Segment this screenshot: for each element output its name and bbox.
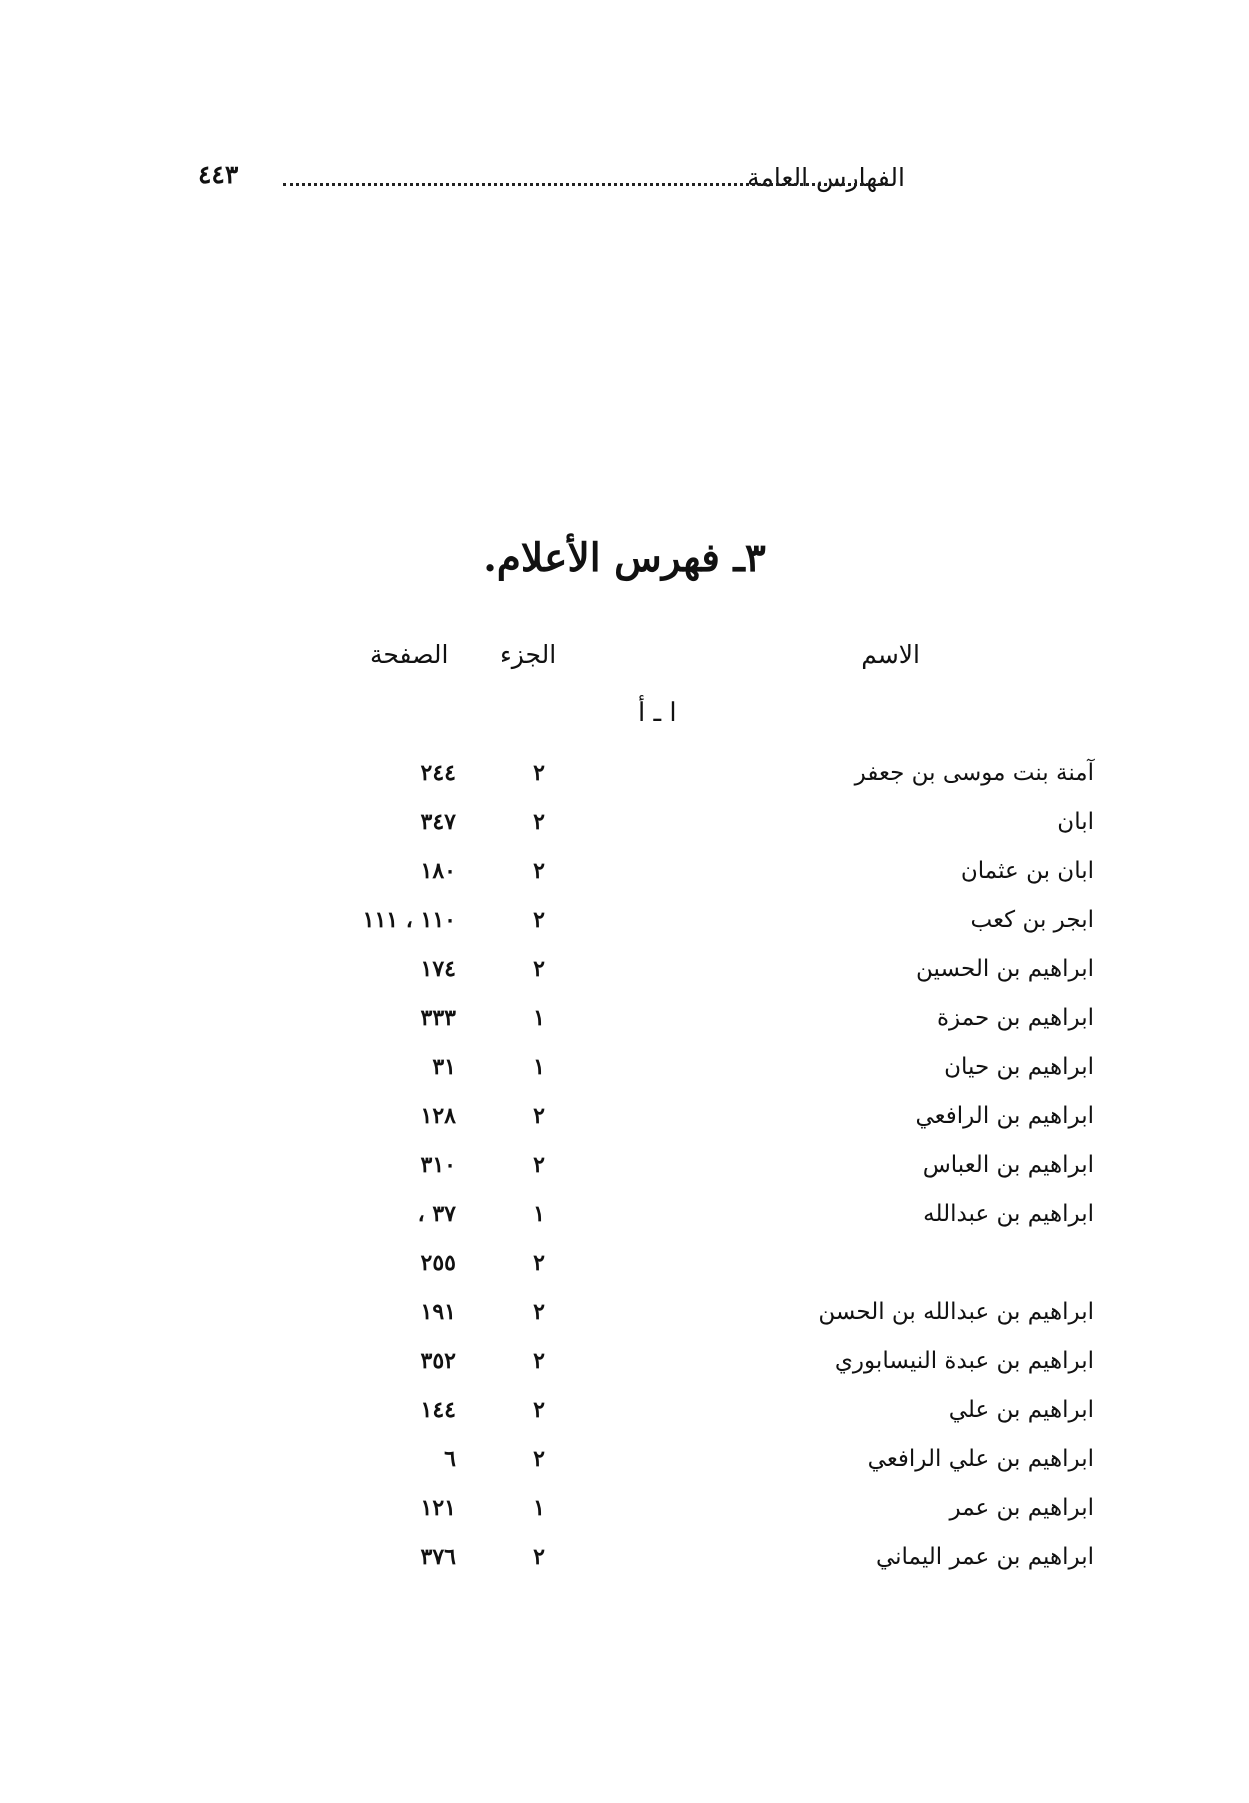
entry-page: ٣٣٣ — [420, 1005, 456, 1031]
entry-part: ١ — [533, 1005, 545, 1031]
entry-page: ٣٧ ، — [417, 1201, 456, 1227]
entry-name: ابراهيم بن علي — [948, 1397, 1094, 1423]
entry-part: ٢ — [533, 1446, 545, 1472]
entry-page: ١١٠ ، ١١١ — [362, 907, 456, 933]
entry-page: ٣٧٦ — [420, 1544, 456, 1570]
entry-part: ٢ — [533, 1299, 545, 1325]
index-row — [0, 1495, 1249, 1535]
index-row — [0, 809, 1249, 849]
entry-part: ٢ — [533, 907, 545, 933]
entry-page: ٣٥٢ — [420, 1348, 456, 1374]
entry-part: ٢ — [533, 809, 545, 835]
entry-page: ٣٤٧ — [420, 809, 456, 835]
index-row — [0, 1544, 1249, 1584]
entry-name: ابراهيم بن عبدالله بن الحسن — [818, 1299, 1094, 1325]
entry-page: ١٢٨ — [420, 1103, 456, 1129]
entry-page: ١٧٤ — [420, 956, 456, 982]
index-row — [0, 858, 1249, 898]
index-row — [0, 1103, 1249, 1143]
index-row — [0, 907, 1249, 947]
entry-name: ابجر بن كعب — [970, 907, 1094, 933]
index-row — [0, 1250, 1249, 1290]
entry-page: ١٩١ — [420, 1299, 456, 1325]
header-dot-leader — [283, 183, 888, 186]
entry-name: ابراهيم بن عبدة النيسابوري — [834, 1348, 1094, 1374]
entry-page: ١٢١ — [420, 1495, 456, 1521]
letter-heading: ا ـ أ — [638, 698, 677, 728]
entry-page: ١٨٠ — [420, 858, 456, 884]
entry-page: ٢٥٥ — [420, 1250, 456, 1276]
index-row — [0, 1054, 1249, 1094]
column-header-page: الصفحة — [370, 640, 449, 669]
entry-part: ١ — [533, 1201, 545, 1227]
entry-name: ابان بن عثمان — [960, 858, 1094, 884]
entry-name: ابان — [1057, 809, 1094, 835]
entry-page: ١٤٤ — [420, 1397, 456, 1423]
page-number: ٤٤٣ — [198, 160, 239, 189]
entry-page: ٣١٠ — [420, 1152, 456, 1178]
entry-name: ابراهيم بن حمزة — [936, 1005, 1094, 1031]
index-row — [0, 760, 1249, 800]
index-row — [0, 956, 1249, 996]
entry-name: ابراهيم بن الرافعي — [915, 1103, 1094, 1129]
index-row — [0, 1299, 1249, 1339]
entry-name: ابراهيم بن العباس — [922, 1152, 1094, 1178]
entry-name: ابراهيم بن عمر اليماني — [875, 1544, 1094, 1570]
entry-part: ٢ — [533, 858, 545, 884]
entry-name: ابراهيم بن الحسين — [916, 956, 1094, 982]
index-row — [0, 1397, 1249, 1437]
entry-part: ٢ — [533, 956, 545, 982]
entry-name: آمنة بنت موسى بن جعفر — [854, 760, 1094, 786]
entry-part: ١ — [533, 1495, 545, 1521]
entry-name: ابراهيم بن عمر — [949, 1495, 1094, 1521]
index-row — [0, 1005, 1249, 1045]
section-title: ٣ـ فهرس الأعلام. — [483, 535, 766, 581]
index-row — [0, 1348, 1249, 1388]
entry-part: ٢ — [533, 760, 545, 786]
entry-part: ٢ — [533, 1152, 545, 1178]
column-header-name: الاسم — [861, 640, 920, 669]
entry-name: ابراهيم بن عبدالله — [923, 1201, 1094, 1227]
entry-part: ٢ — [533, 1103, 545, 1129]
entry-page: ٢٤٤ — [420, 760, 456, 786]
entry-page: ٦ — [444, 1446, 456, 1472]
entry-name: ابراهيم بن حيان — [944, 1054, 1094, 1080]
entry-part: ٢ — [533, 1397, 545, 1423]
entry-name: ابراهيم بن علي الرافعي — [867, 1446, 1094, 1472]
entry-part: ٢ — [533, 1348, 545, 1374]
running-header-title: الفهارس العامة — [747, 163, 905, 192]
index-row — [0, 1201, 1249, 1241]
entry-part: ٢ — [533, 1250, 545, 1276]
index-row — [0, 1152, 1249, 1192]
entry-part: ٢ — [533, 1544, 545, 1570]
index-row — [0, 1446, 1249, 1486]
entry-page: ٣١ — [432, 1054, 456, 1080]
entry-part: ١ — [533, 1054, 545, 1080]
column-header-part: الجزء — [500, 640, 557, 669]
